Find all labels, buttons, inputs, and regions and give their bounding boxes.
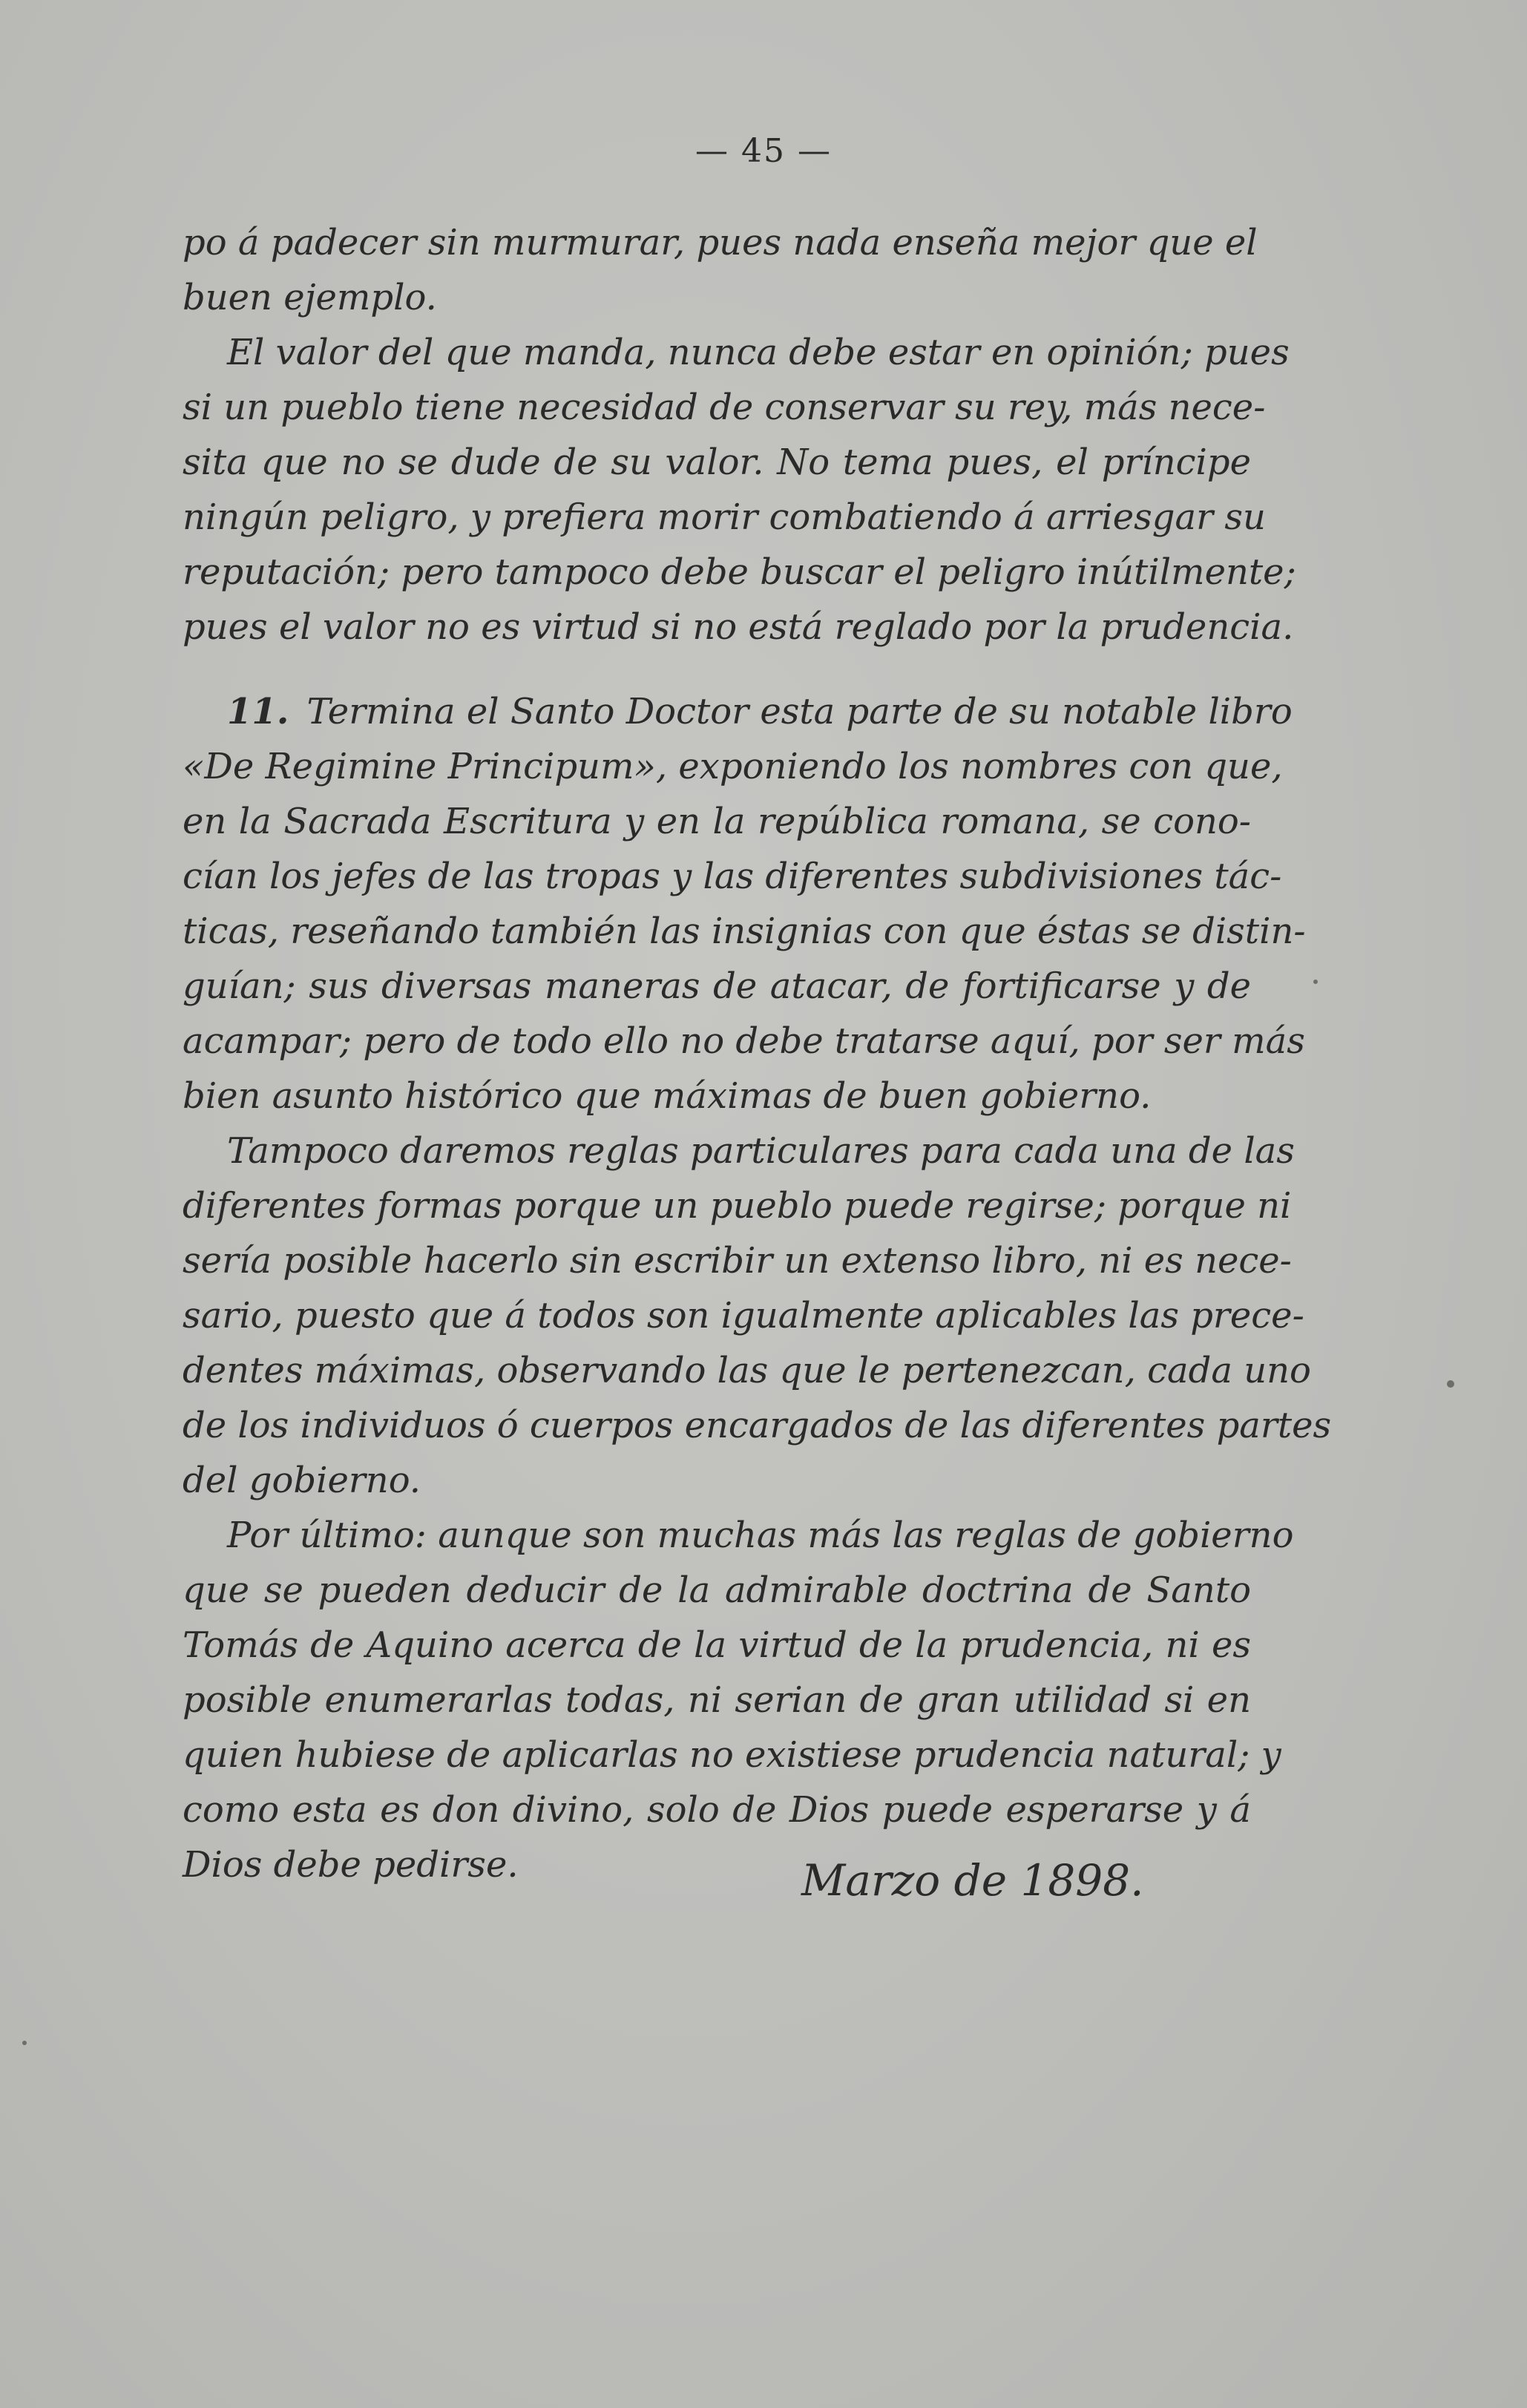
text-line: posible enumerarlas todas, ni serian de gran utilidad si en [183,1679,1251,1721]
text-line: si un pueblo tiene necesidad de conservar su rey, más nece- [183,387,1266,428]
text-line: pues el valor no es virtud si no está reglado por la prudencia. [183,606,1294,648]
text-line: El valor del que manda, nunca debe estar en opinión; pues [227,332,1290,373]
text-line: Tampoco daremos reglas particulares para cada una de las [227,1130,1295,1172]
text-line: guían; sus diversas maneras de atacar, de fortificarse y de [183,965,1251,1007]
text-line: Dios debe pedirse. [183,1844,519,1886]
text-line: sario, puesto que á todos son igualmente aplicables las prece- [183,1295,1304,1336]
text-line: ticas, reseñando también las insignias con que éstas se distin- [183,911,1306,952]
text-line: Por último: aunque son muchas más las reglas de gobierno [227,1515,1294,1556]
text-line: buen ejemplo. [183,277,437,318]
text-line: bien asunto histórico que máximas de buen gobierno. [183,1075,1152,1117]
text-line: Tomás de Aquino acerca de la virtud de la prudencia, ni es [183,1624,1251,1666]
text-line: de los individuos ó cuerpos encargados de las diferentes partes [183,1405,1332,1446]
text-line: en la Sacrada Escritura y en la república romana, se cono- [183,801,1251,842]
text-line: dentes máximas, observando las que le pertenezcan, cada uno [183,1350,1311,1391]
text-line: del gobierno. [183,1460,421,1501]
text-line [183,683,1293,738]
text-line: reputación; pero tampoco debe buscar el peligro inútilmente; [183,551,1296,593]
text-line: quien hubiese de aplicarlas no existiese prudencia natural; y [183,1734,1281,1776]
paper-speck [22,2041,27,2045]
date-signature: Marzo de 1898. [801,1855,1144,1906]
text-line: como esta es don divino, solo de Dios puede esperarse y á [183,1789,1251,1831]
paper-speck [1447,1380,1454,1388]
text-line: ningún peligro, y prefiera morir combatiendo á arriesgar su [183,496,1266,538]
text-line: que se pueden deducir de la admirable doctrina de Santo [183,1569,1251,1611]
text-line: sita que no se dude de su valor. No tema pues, el príncipe [183,442,1251,483]
body-text [183,214,1332,1891]
section-number: 11. [227,691,289,732]
text-line: diferentes formas porque un pueblo puede regirse; porque ni [183,1185,1292,1227]
paper-speck [1313,980,1318,984]
page-number: — 45 — [695,132,832,170]
text-line: «De Regimine Principum», exponiendo los nombres con que, [183,746,1283,787]
text-line-content: Termina el Santo Doctor esta parte de su notable libro [306,691,1293,732]
text-line: sería posible hacerlo sin escribir un extenso libro, ni es nece- [183,1240,1292,1282]
text-line: acampar; pero de todo ello no debe tratarse aquí, por ser más [183,1020,1305,1062]
text-line: cían los jefes de las tropas y las diferentes subdivisiones tác- [183,856,1282,897]
text-line: po á padecer sin murmurar, pues nada enseña mejor que el [183,222,1258,263]
